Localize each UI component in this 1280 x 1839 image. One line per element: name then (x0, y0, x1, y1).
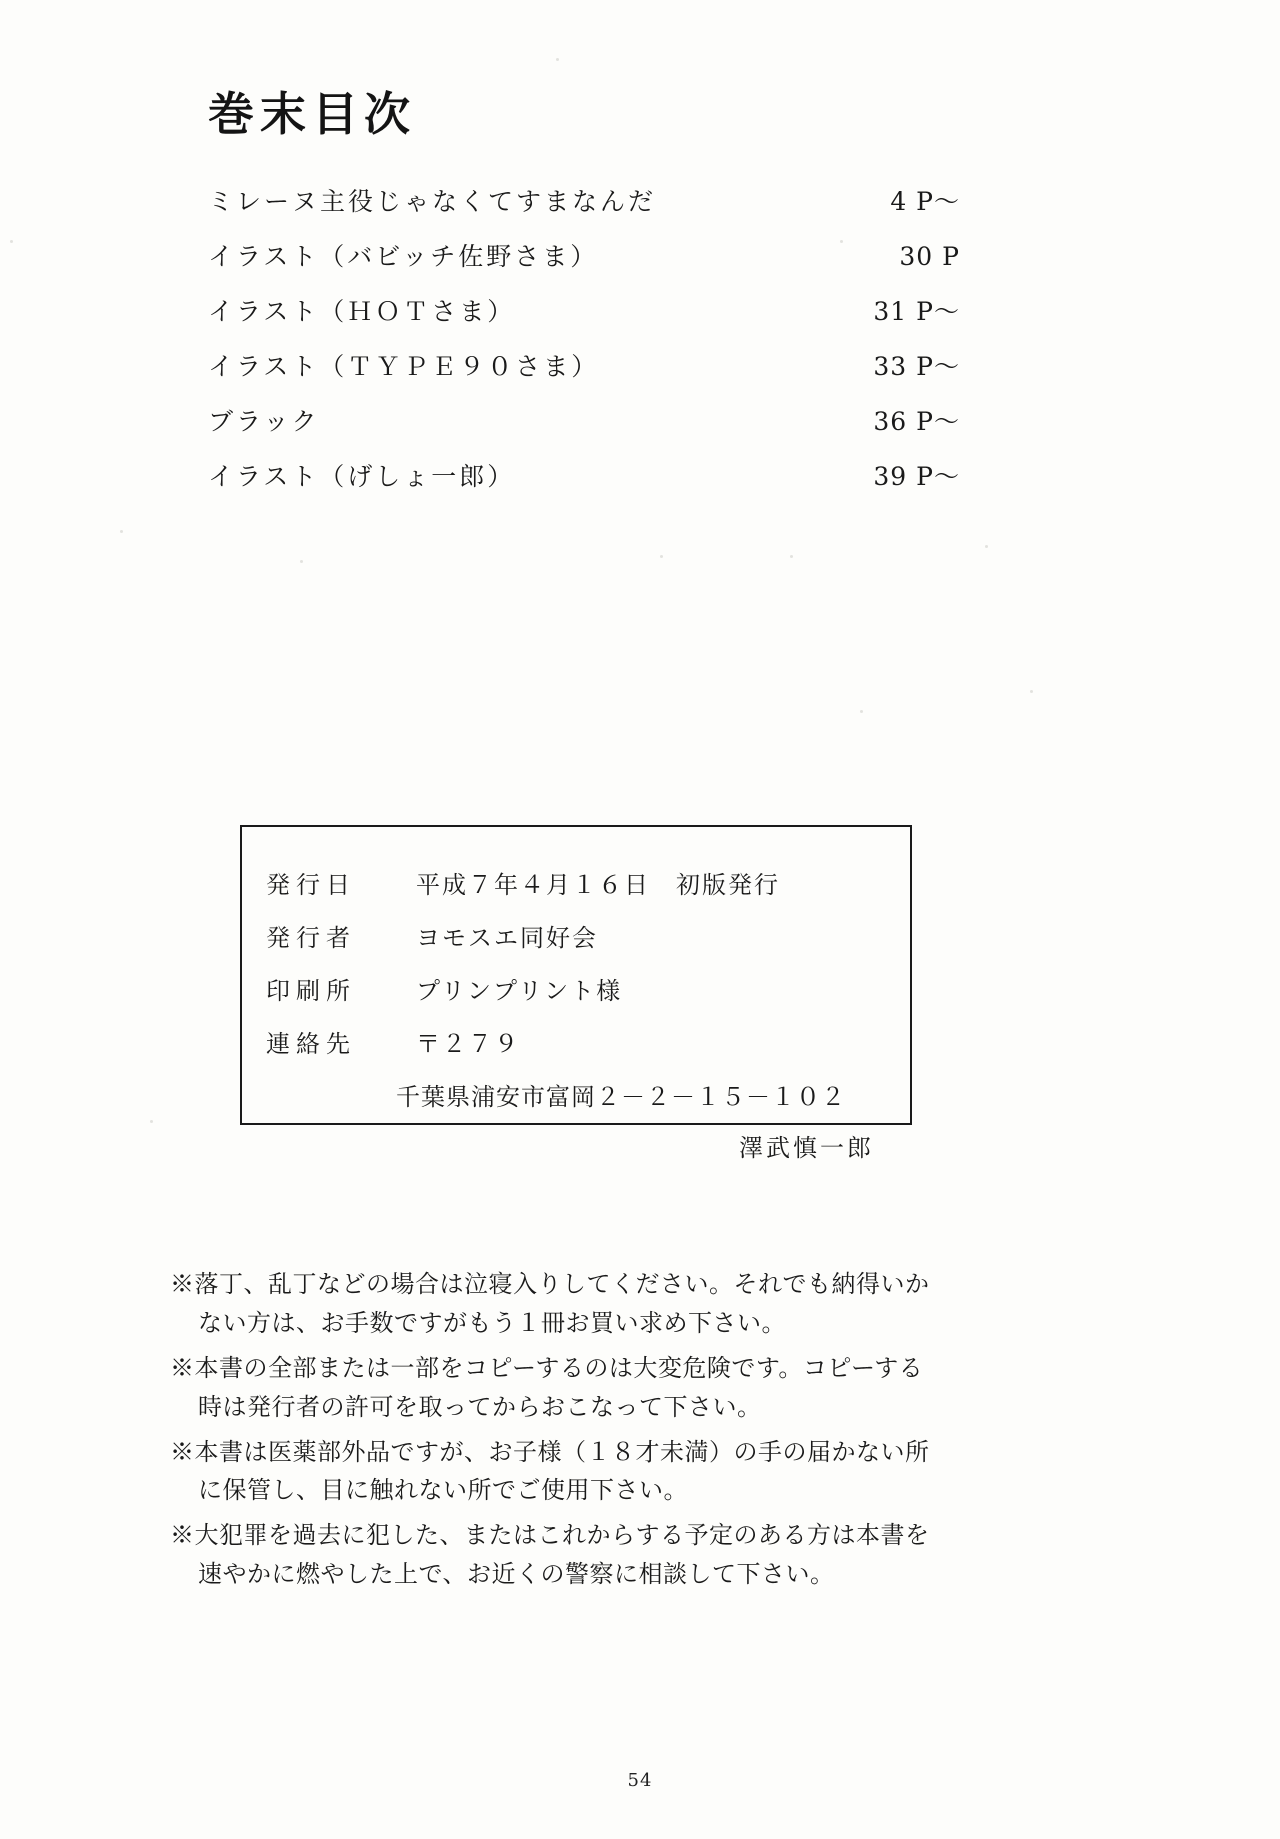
notice-line-first: ※本書の全部または一部をコピーするのは大変危険です。コピーする (170, 1353, 924, 1382)
colophon-row (266, 1024, 910, 1059)
table-of-contents (208, 182, 960, 512)
colophon-row-key: 連絡先 (266, 1030, 356, 1058)
paper-speck (985, 545, 988, 548)
toc-entry-page: 4 P〜 (890, 187, 960, 216)
paper-speck (300, 560, 303, 563)
colophon-row-key: 印刷所 (266, 977, 356, 1005)
paper-speck (860, 710, 863, 713)
colophon-row-key: 発行日 (266, 871, 356, 899)
paper-speck (660, 555, 663, 558)
toc-entry-page: 39 P〜 (873, 462, 960, 491)
notice-item (170, 1516, 1130, 1594)
notice-line-second: 時は発行者の許可を取ってからおこなって下さい。 (198, 1392, 762, 1421)
page-folio: 54 (627, 1770, 653, 1791)
colophon-row-value: 〒２７９ (416, 1030, 520, 1058)
toc-entry (208, 457, 960, 493)
toc-entry-page: 30 P (899, 242, 960, 271)
toc-entry-page: 36 P〜 (873, 407, 960, 436)
notice-line-second: に保管し、目に触れない所でご使用下さい。 (198, 1476, 688, 1505)
toc-entry (208, 237, 960, 273)
paper-speck (120, 530, 123, 533)
colophon-row (266, 971, 910, 1006)
colophon-publisher-name: 澤武慎一郎 (739, 1134, 874, 1162)
paper-speck (790, 555, 793, 558)
toc-entry (208, 292, 960, 328)
colophon-row-value: プリンプリント様 (416, 977, 623, 1005)
notice-line-second: 速やかに燃やした上で、お近くの警察に相談して下さい。 (198, 1560, 835, 1589)
colophon-row-key: 発行者 (266, 924, 356, 952)
colophon-row-value: ヨモスエ同好会 (416, 924, 598, 952)
toc-entry-label: イラスト（ＨＯＴさま） (208, 297, 516, 326)
paper-speck (1030, 690, 1033, 693)
notice-line-first: ※落丁、乱丁などの場合は泣寝入りしてください。それでも納得いか (170, 1270, 930, 1298)
notice-item (170, 1265, 1130, 1343)
paper-speck (10, 240, 13, 243)
toc-entry (208, 347, 960, 383)
notice-line-first: ※大犯罪を過去に犯した、またはこれからする予定のある方は本書を (170, 1521, 930, 1550)
paper-speck (556, 58, 559, 61)
page-title: 巻末目次 (208, 87, 416, 141)
colophon-address: 千葉県浦安市富岡２－２－１５－１０２ (396, 1083, 846, 1111)
notices-list (170, 1265, 1130, 1600)
toc-entry (208, 402, 960, 438)
toc-entry-page: 33 P〜 (873, 352, 960, 381)
colophon-row (266, 865, 910, 900)
colophon-row-value: 平成７年４月１６日 初版発行 (416, 871, 780, 899)
toc-entry-label: イラスト（げしょ一郎） (208, 462, 516, 491)
notice-line-second: ない方は、お手数ですがもう１冊お買い求め下さい。 (198, 1308, 786, 1337)
colophon-box (240, 825, 912, 1162)
toc-entry-label: ミレーヌ主役じゃなくてすまなんだ (208, 187, 657, 216)
notice-item (170, 1433, 1130, 1511)
toc-entry-label: ブラック (208, 407, 320, 436)
toc-entry-label: イラスト（バビッチ佐野さま） (208, 242, 599, 271)
notice-line-first: ※本書は医薬部外品ですが、お子様（１８才未満）の手の届かない所 (170, 1437, 930, 1466)
notice-item (170, 1349, 1130, 1427)
toc-entry-label: イラスト（ＴＹＰＥ９０さま） (208, 352, 600, 381)
paper-speck (150, 1120, 153, 1123)
colophon-row (266, 918, 910, 953)
toc-entry (208, 182, 960, 218)
toc-entry-page: 31 P〜 (873, 297, 960, 326)
